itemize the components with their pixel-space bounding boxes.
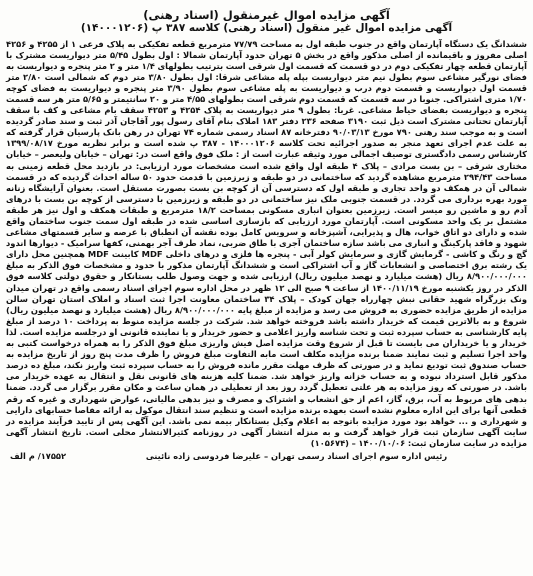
notice-footer: [6, 451, 527, 462]
notice-title: آگهی مزایده اموال غیرمنقول (اسناد رهنی): [143, 8, 390, 22]
notice-header: [6, 8, 527, 36]
notice-signature: رئیس اداره سوم اجرای اسناد رسمی تهران – علیرضا فردوسی زاده نائینی: [145, 450, 448, 461]
notice-reference: ۱۷۵۵۲/ م الف: [10, 450, 67, 461]
notice-subtitle: آگهی مزایده اموال غیر منقول (اسناد رهنی) کلاسه ۳۸۷ پ (۱۴۰۰۰۱۲۰۶): [80, 22, 453, 35]
notice-body: ششدانگ یک دستگاه آپارتمان واقع در جنوب طبقه اول به مساحت ۷۷/۷۹ مترمربع قطعه تفکیکی به پلاک فرعی ۱ از ۴۲۵۵ و ۴۲۵۶ اصلی مفروز و باقیمانده از اصلی مذکور واقع در بخش ۵ تهران حدود آپارتمان شمالا : اول بطول ۵/۴۵ متر دیواریست مشترک با آپارتمان قطعه چهار تفکیکی دوم در دو قسمت که قسمت اول شرقی است بترتیب بطولهای ۱/۴ متر و ۲ متر پنجره و دیواریست به فضای نورگیر مشاعی سوم بطول نیم متر دیواریست بپله پله مشاعی شرقا: اول بطول ۳/۸۰ متر دوم که شمالی است ۲/۸۰ متر قسمت اول دیواریست و قسمت دوم درب و دیواریست به پله مشاعی سوم بطول ۳/۹۰ متر پنجره و دیواریست به فضای کوچه ۱/۷۰ متری اشتراکی. جنوبا در سه قسمت که قسمت دوم شرقی است بطولهای ۴/۵۵ متر و ۲۰ سانتیمتر و ۵/۶۵ متر هر سه قسمت پنجره و دیواریست بفضای حیاط مشاعی. غربا: بطول ۹ متر دیواریست به پلاک ۴۲۵۴ و ۴۲۵۳ سقف بام مشاعی و کف با سقف آپارتمان تحتانی مشترک است ذیل ثبت ۳۱۹۰ صفحه ۲۳۶ دفتر ۱۸۳ املاک بنام آقای رسول پور آقاجان آذر ثبت و سند صادر گردیده است و به موجب سند رهنی ۷۹۰ مورخ ۹۰/۰۳/۱۳ دفترخانه ۸۷ اسناد رسمی شماره ۷۴ تهران در رهن بانک پارسیان قرار گرفته که به علت عدم اجرای تعهد منجر به صدور اجرائیه تحت کلاسه ۱۴۰۰۰۱۲۰۶ - ۳۸۷ پ شده است و برابر نظریه مورخ ۱۳۹۹/۰۸/۱۷ کارشناس رسمی دادگستری توصیف اجمالی مورد وثیقه عبارت است از : ملک فوق واقع است در: تهران – خیابان ولیعصر – خیابان مختاری شرقی – بن بست مرادی – پلاک ۴ طبقه اول واقع شده است مشخصات مورد ارزیابی: در بازدید محل قطعه زمینی به مساحت ۲۹۴/۴۳ مترمربع مشاهده گردید که ساختمانی در دو طبقه و زیرزمین با قدمت حدود ۵۰ ساله احداث گردیده که در قسمت شمالی آن در همکف دو واحد تجاری و طبقه اول که دسترسی آن از کوچه بن بست بصورت مستقل است. بعنوان آرایشگاه زنانه مورد بهره برداری می گردد. در قسمت جنوبی ملک نیز ساختمانی در دو طبقه و زیرزمین با دسترسی از کوچه بن بست با درهای آدم رو و ماشین رو میسر است. زیرزمین بعنوان انباری مسکونی بمساحت ۱۸/۲ مترمربع و طبقات همکف و اول نیز هر طبقه مشتمل بر یک واحد مسکونی است. آپارتمان مورد ارزیابی که بازسازی اساسی شده در طبقه اول سمت جنوب ساختمان واقع شده و دارای دو اتاق خواب، هال و پذیرایی، آشپزخانه و سرویس کامل بوده نقشه آن انطباق با عرصه و سایر قسمتهای مشاعی شهود و فاقد پارکینگ و انباری می باشد سازه ساختمان آجری با طاق ضربی، نماد طرف آجر بهمنی، کفها سرامیک - دیوارها اندود گچ و رنگ و کاشی - گرمایش گازی و سرمایش کولر آبی - پنجره ها فلزی و درهای داخلی MDF کابینت MDF همچنین محل دارای یک رشته برق اختصاصی و انشعابات گاز و آب اشتراکی است و ششدانگ آپارتمان مذکور با حدود و مشخصات فوق الذکر به مبلغ ۸/۹۰۰/۰۰۰/۰۰۰ ریال (هشت میلیارد و نهصد میلیون ریال) ارزیابی شده و جهت وصول طلب بستانکار و حقوق دولتی کلاسه فوق الذکر در روز یکشنبه مورخ ۱۴۰۰/۱۱/۱۹ از ساعت ۹ صبح الی ۱۲ ظهر در محل اداره سوم اجرای اسناد رسمی واقع در تهران میدان ونک بزرگراه شهید حقانی نبش چهارراه جهان کودک – پلاک ۳۴ ساختمان معاونت اجرا ثبت اسناد و املاک استان تهران سالن مزایده از طریق مزایده حضوری به فروش می رسد و مزایده از مبلغ پایه ۸/۹۰۰/۰۰۰/۰۰۰ ریال (هشت میلیارد و نهصد میلیون ریال) شروع و به بالاترین قیمت که خریدار داشته باشد فروخته خواهد شد. شرکت در جلسه مزایده منوط به پرداخت ۱۰ درصد از مبلغ پایه کارشناسی به حساب سپرده ثبت و تحت شناسه واریز اعلامی و حضور خریدار و یا نماینده قانونی او درجلسه مزایده است. لذا خریدار و یا خریداران می بایست تا قبل از شروع وقت مزایده اصل فیش واریزی مبلغ فوق الذکر را به همراه درخواست کتبی به واحد اجرا تسلیم و ثبت نمایند ضمنا برنده مزایده مکلف است مابه التفاوت مبلغ فروش را ظرف مدت پنج روز از تاریخ مزایده به حساب صندوق ثبت تودیع نماید و در صورتی که ظرف مهلت مقرر مانده فروش را به حساب سپرده ثبت واریز نکند، مبلغ ده درصد مذکور قابل استرداد نبوده و به حساب خزانه واریز خواهد شد. ضمنا کلیه هزینه های قانونی نقل و انتقال به عهده خریدار می باشد. در صورتی که روز مزایده به هر علتی تعطیل گردد روز بعد از تعطیلی در همان ساعت و مکان مقرر برگزار می گردد. ضمنا بدهی های مربوط به آب، برق، گاز، اعم از حق انشعاب و اشتراک و مصرف و نیز بدهی مالیاتی، عوارض شهرداری و غیره که رقم قطعی آنها برای این اداره معلوم نشده است بعهده برنده مزایده است و تنظیم سند انتقال موکول به ارائه مفاصا حسابهای دارایی و شهرداری و ... خواهد بود مورد مزایده باتوجه به اعلام وکیل بستانکار بیمه نمی باشد. این آگهی پس از تایید فرآیند مزایده در سایت آگهی سازمان ثبت قرار خواهد گرفت و به منزله انتشار آگهی در روزنامه کثیرالانتشار محلی است. تاریخ انتشار آگهی مزایده در سایت سازمان ثبت: ۱۴۰۰/۱۰/۰۶ – (۱۰۵۶۷۴): [6, 38, 528, 448]
